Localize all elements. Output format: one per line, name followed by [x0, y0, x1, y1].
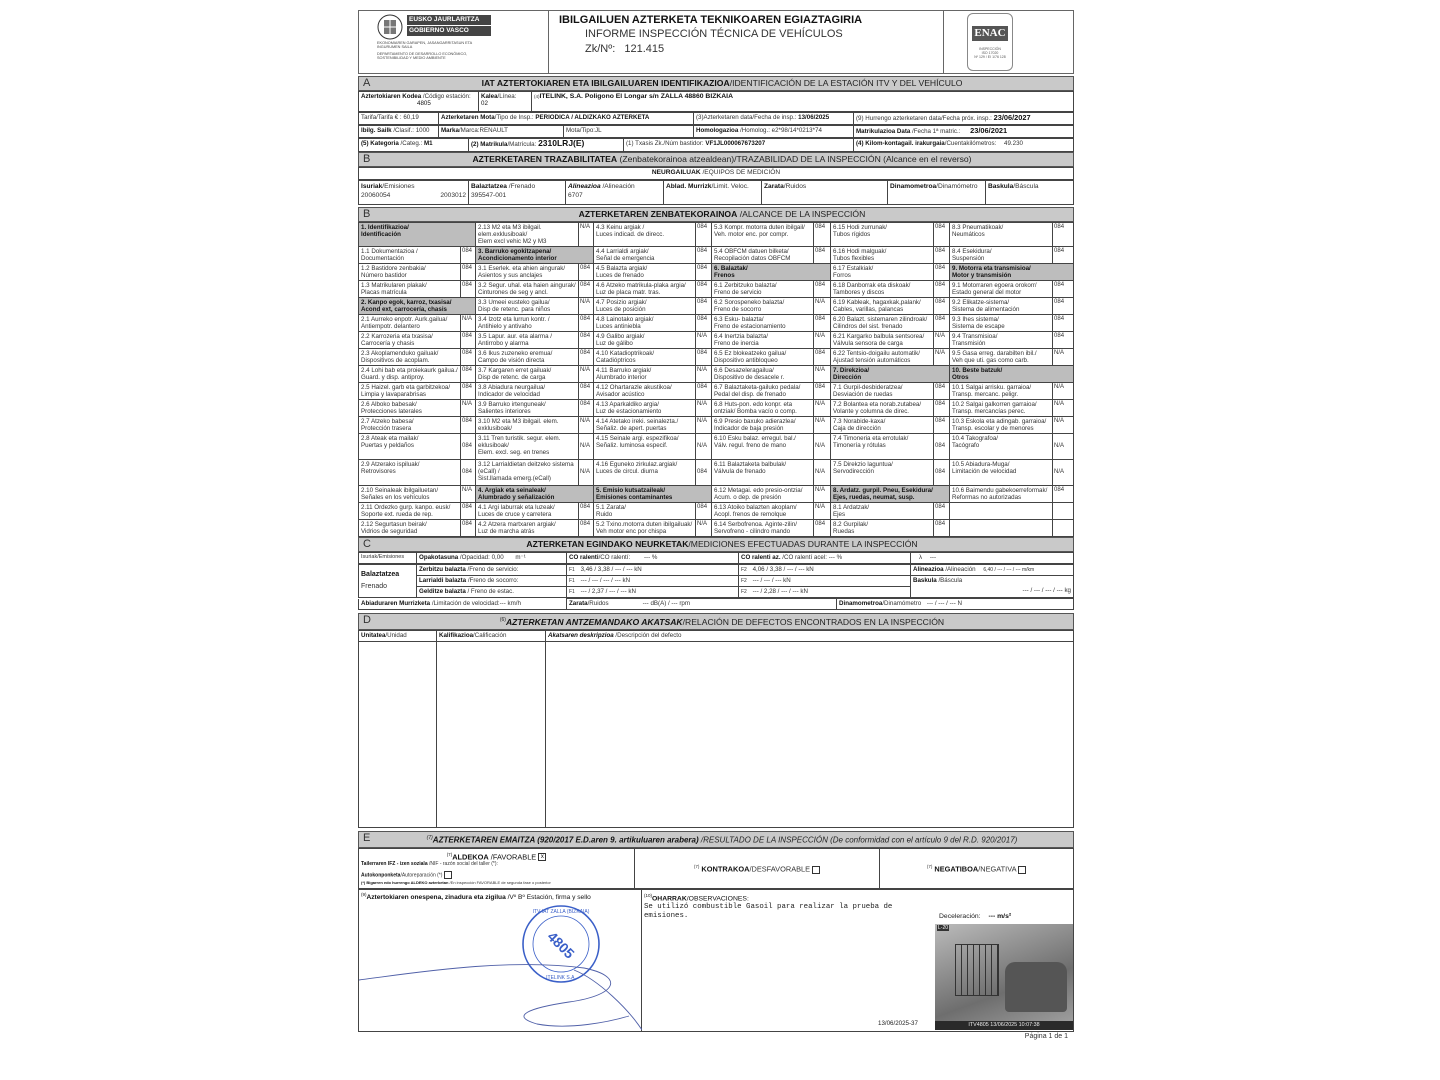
- scope-item-result: 084: [696, 349, 712, 366]
- observations-text: Se utilizó combustible Gasoil para realizar la prueba de emisiones.: [644, 902, 893, 920]
- alignment-cell: Alineazioa /Alineación 6,40 / --- / --- / --- m/km: [911, 565, 1074, 576]
- scope-group-header: 10. Beste batzuk/ Otros: [950, 366, 1074, 383]
- scope-item: 7.1 Gurpil-desbideratzea/ Desviación de ruedas: [831, 383, 934, 400]
- scope-item-result: 084: [934, 434, 950, 460]
- scope-item-result: 084: [814, 383, 831, 400]
- scope-item: 7.5 Direkzio laguntua/ Servodirección: [831, 460, 934, 486]
- lambda-cell: λ ---: [911, 553, 1074, 564]
- scope-item-result: 084: [579, 332, 594, 349]
- negative-checkbox[interactable]: [1018, 866, 1026, 874]
- scope-group-header: 3. Barruko egokitzapena/ Acondicionamento interior: [476, 247, 594, 264]
- scope-item-result: N/A: [814, 400, 831, 417]
- vin-cell: (1) Txasis Zk./Núm bastidor: VF1JL000067673207: [624, 139, 854, 152]
- brake-type: Larrialdi balazta /Freno de socorro:: [417, 576, 567, 587]
- scope-item-result: 084: [696, 503, 712, 520]
- scope-item: 7.4 Timoneria eta errotulak/ Timonería y rótulas: [831, 434, 934, 460]
- scope-item-result: N/A: [934, 332, 950, 349]
- plate-cell: (2) Matrikula/Matrícula: 2310LRJ(E): [469, 139, 624, 152]
- enac-logo: ENAC: [972, 26, 1008, 41]
- col-description: Akatsaren deskripzioa /Descripción del defecto: [546, 630, 1074, 641]
- scope-item-result: 084: [934, 520, 950, 537]
- scope-item: 6.5 Ez blokeatzeko gailua/ Dispositivo antibloqueo: [712, 349, 814, 366]
- scope-item: 6.18 Danborrak eta diskoak/ Tambores y discos: [831, 281, 934, 298]
- category-cell: (5) Kategoria /Categ.: M1: [359, 139, 469, 152]
- brake-f2: F2 --- / 2,28 / --- / --- kN: [739, 587, 911, 598]
- scope-item: 10.5 Abiadura-Muga/ Limitación de velocidad: [950, 460, 1053, 486]
- favorable-cell: $^{(7)}$ALDEKOA /FAVORABLE x Tailerraren IFZ - izen soziala /NIF - razón social del taller (*): Autokonponketa/Autoreparación (*) (*) Bigarren edo hurrengo ALDEKO azterketan /En inspección FAVORABLE de segunda fase o posterior: [359, 848, 635, 888]
- scope-item-result: N/A: [696, 417, 712, 434]
- scope-item-result: N/A: [579, 434, 594, 460]
- scope-item: 4.12 Ohartarazle akustikoa/ Avisador acústico: [594, 383, 696, 400]
- station-code: 4805: [417, 100, 431, 107]
- scope-item: 4.10 Katadioptrikoak/ Catadióptricos: [594, 349, 696, 366]
- scope-item-result: 084: [814, 520, 831, 537]
- brake-f1: F1 3,46 / 3,38 / --- / --- kN: [567, 565, 739, 576]
- scope-item: 3.7 Kargaren erret gailuak/ Disp de retenc. de carga: [476, 366, 579, 383]
- scope-item-result: 084: [461, 247, 476, 264]
- speed-limit-cell: Abiaduraren Murrizketa /Limitación de velocidad:--- km/h: [359, 599, 567, 610]
- scale-cell: Baskula /Báscula --- / --- / --- / --- kg: [911, 576, 1074, 598]
- scope-item-result: N/A: [814, 298, 831, 315]
- scope-item-result: 084: [814, 247, 831, 264]
- inspection-scope-grid: [358, 222, 1074, 537]
- scope-item-result: 084: [934, 247, 950, 264]
- scope-item-result: 084: [461, 383, 476, 400]
- scope-item: 2.9 Atzerako ispiluak/ Retrovisores: [359, 460, 461, 486]
- section-a-bar: A IAT AZTERTOKIAREN ETA IBILGAILUAREN IDENTIFIKAZIOA/IDENTIFICACIÓN DE LA ESTACIÓN ITV Y DEL VEHÍCULO: [358, 76, 1074, 91]
- scope-item-result: N/A: [934, 349, 950, 366]
- emissions-label: Isuriak/Emisiones: [359, 553, 417, 564]
- scope-item: 6.6 Desazeleragailua/ Dispositivo de desacele r.: [712, 366, 814, 383]
- scope-item: 4.4 Larrialdi argiak/ Señal de emergencia: [594, 247, 696, 264]
- scope-item: 1.2 Bastidore zenbakia/ Número bastidor: [359, 264, 461, 281]
- signature: [359, 950, 642, 1030]
- inspection-type-cell: Azterketaren Mota/Tipo de Insp.: PERIODICA / ALDIZKAKO AZTERKETA: [439, 113, 694, 125]
- scope-item: 6.2 Sorospeneko balazta/ Freno de socorro: [712, 298, 814, 315]
- scope-item: 1.3 Matrikularen plakak/ Placas matrícula: [359, 281, 461, 298]
- scope-item: 8.3 Pneumatikoak/ Neumáticos: [950, 223, 1053, 247]
- odometer-cell: (4) Kilom-kontagail. irakurgaia/Cuentakilómetros: 49.230: [854, 139, 1074, 152]
- deceleration: Deceleración: --- m/s²: [939, 912, 1012, 920]
- scope-item-result: 084: [934, 460, 950, 486]
- plate-number: 2310LRJ(E): [538, 138, 585, 148]
- scope-item: 2.2 Karrozeria eta txasisa/ Carrocería y chasis: [359, 332, 461, 349]
- negative-cell: $^{(7)}$ NEGATIBOA/NEGATIVA: [880, 848, 1074, 888]
- scope-item-result: N/A: [814, 503, 831, 520]
- logo-es: GOBIERNO VASCO: [407, 26, 491, 36]
- scope-item-result: 084: [461, 264, 476, 281]
- co-idle-cell: CO ralenti/CO ralentí: --- %: [567, 553, 739, 564]
- scope-item-result: 084: [1053, 281, 1074, 298]
- scope-item: 4.16 Eguneko zirkulaz.argiak/ Luces de circul. diurna: [594, 460, 696, 486]
- scope-item: 4.7 Posizio argiak/ Luces de posición: [594, 298, 696, 315]
- logo-eu: EUSKO JAURLARITZA: [407, 15, 491, 25]
- scope-item: 8.2 Gurpilak/ Ruedas: [831, 520, 934, 537]
- scope-item: 4.9 Galibo argiak/ Luz de gálibo: [594, 332, 696, 349]
- scope-item-result: 084: [814, 349, 831, 366]
- observations-cell: $^{(10)}$OHARRAK/OBSERVACIONES: Se utilizó combustible Gasoil para realizar la prueba de emisiones. Deceleración: --- m/s² L-20 ITV4805 13/06/2025 10:07:38 13/06/2025-37: [642, 889, 1074, 1031]
- scope-item-result: 084: [1053, 315, 1074, 332]
- scope-item: 4.3 Keinu argiak / Luces indicad. de direcc.: [594, 223, 696, 247]
- title-es: INFORME INSPECCIÓN TÉCNICA DE VEHÍCULOS: [585, 28, 843, 40]
- scope-group-header: 7. Direkzioa/ Dirección: [831, 366, 950, 383]
- scope-item: 10.1 Salgai arrisku. garraioa/ Transp. mercanc. peligr.: [950, 383, 1053, 400]
- scope-item: 5.1 Zarata/ Ruido: [594, 503, 696, 520]
- scope-item-result: 084: [934, 223, 950, 247]
- title-eu: IBILGAILUEN AZTERKETA TEKNIKOAREN EGIAZTAGIRIA: [559, 14, 863, 26]
- scope-item: 6.17 Estalkiak/ Forros: [831, 264, 934, 281]
- scope-item: 10.3 Eskola eta adingab. garraioa/ Transp. escolar y de menores: [950, 417, 1053, 434]
- scope-item: 8.4 Esekidura/ Suspensión: [950, 247, 1053, 264]
- scope-item-result: 084: [934, 417, 950, 434]
- scope-item-result: 084: [696, 460, 712, 486]
- defects-table: [358, 630, 1074, 828]
- scope-item-result: N/A: [1053, 383, 1074, 400]
- scope-item-result: 084: [579, 383, 594, 400]
- scope-item: 6.19 Kableak, hagaxkak,palank/ Cables, varillas, palancas: [831, 298, 934, 315]
- scope-item-result: N/A: [696, 434, 712, 460]
- scope-item-result: 084: [461, 434, 476, 460]
- scope-item: 6.1 Zerbitzuko balazta/ Freno de servicio: [712, 281, 814, 298]
- brake-f1: F1 --- / --- / --- / --- kN: [567, 576, 739, 587]
- scope-item: 9.5 Gasa erreg. darabilten ibil./ Veh que uti. gas como carb.: [950, 349, 1053, 366]
- scope-item: 4.1 Argi laburrak eta luzeak/ Luces de cruce y carretera: [476, 503, 579, 520]
- scope-item-result: 084: [934, 281, 950, 298]
- scope-item-result: 084: [934, 503, 950, 520]
- scope-item: [950, 520, 1053, 537]
- line-cell: Kalea/Línea: 02: [479, 92, 532, 112]
- inspection-report: [358, 10, 1074, 1042]
- scope-item-result: N/A: [814, 486, 831, 503]
- scope-item: 4.14 Atetako ireki. seinaleztа./ Señaliz. de apert. puertas: [594, 417, 696, 434]
- scope-item: 3.6 Ikus zuzeneko eremua/ Campo de visión directa: [476, 349, 579, 366]
- scope-item-result: 084: [461, 332, 476, 349]
- station-code-cell: Aztertokiaren Kodea /Código estación: 4805: [359, 92, 479, 112]
- defect-desc-empty: [546, 641, 1074, 827]
- scope-item-result: 084: [461, 520, 476, 537]
- scope-item-result: N/A: [814, 434, 831, 460]
- scope-item: 5.3 Kompr. motorra duten ibilgail/ Veh. motor enc. por compr.: [712, 223, 814, 247]
- defect-unit-empty: [359, 641, 437, 827]
- scope-item-result: 084: [579, 349, 594, 366]
- col-unit: Unitatea/Unidad: [359, 630, 437, 641]
- scope-item: 9.4 Transmisioa/ Transmisión: [950, 332, 1053, 349]
- scope-item: 6.20 Balazt. sistemaren zilindroak/ Cilindros del sist. frenado: [831, 315, 934, 332]
- scope-item-result: 084: [696, 223, 712, 247]
- department-es: DEPARTAMENTO DE DESARROLLO ECONÓMICO, SOSTENIBILIDAD Y MEDIO AMBIENTE: [377, 51, 468, 61]
- scope-item-result: 084: [579, 503, 594, 520]
- equipment-emisiones: Isuriak/Emisiones 20060054 2003012: [359, 181, 469, 205]
- scope-item-result: N/A: [461, 400, 476, 417]
- equipment-title: NEURGAILUAK /EQUIPOS DE MEDICIÓN: [359, 168, 1074, 180]
- registration-date-cell: Matrikulazioa Data /Fecha 1ª matric.: 23/06/2021: [854, 126, 1074, 138]
- scope-item-result: N/A: [1053, 349, 1074, 366]
- scope-item: 7.2 Bolantea eta norab.zutabea/ Volante y columna de direc.: [831, 400, 934, 417]
- scope-item: 9.3 Ihes sistema/ Sistema de escape: [950, 315, 1053, 332]
- scope-group-header: 8. Ardatz. gurpil. Pneu, Esekidura/ Ejes, ruedas, neumat, susp.: [831, 486, 950, 503]
- report-header: [358, 10, 1074, 74]
- scope-item-result: 084: [814, 281, 831, 298]
- scope-item: 9.2 Elikatze-sistema/ Sistema de alimentación: [950, 298, 1053, 315]
- government-logo: [359, 11, 549, 73]
- scope-item-result: 084: [934, 383, 950, 400]
- equipment-alineacin: Alineazioa /Alineación 6707: [566, 181, 664, 205]
- equipment-ruidos: Zarata/Ruidos: [762, 181, 888, 205]
- scope-item: 4.2 Atzera martxaren argiak/ Luz de marcha atrás: [476, 520, 579, 537]
- scope-item: 7.3 Norabide-kaxa/ Caja de dirección: [831, 417, 934, 434]
- scope-item: 2.10 Seinaleak ibilgailuetan/ Señales en los vehículos: [359, 486, 461, 503]
- scope-item-result: 084: [461, 281, 476, 298]
- station-vehicle-identification: [358, 91, 1074, 152]
- signature-cell: $^{(9)}$Aztertokiaren onespena, zinadura eta zigilua /Vº Bº Estación, firma y sello ITV-IAT ZALLA (BIZKAIA) 4805 ITELINK S.A.: [359, 889, 642, 1031]
- scope-item-result: [1053, 503, 1074, 520]
- scope-item-result: N/A: [696, 520, 712, 537]
- scope-item: 4.8 Lainotako argiak/ Luces antiniebla: [594, 315, 696, 332]
- inspection-result: [358, 848, 1074, 1032]
- scope-item-result: N/A: [814, 332, 831, 349]
- scope-item: 2.11 Ordezko gurp. kanpo. eusk/ Soporte ext. rueda de rep.: [359, 503, 461, 520]
- scope-item: 3.4 Izotz eta lurrun kontr. / Antihielo y antivaho: [476, 315, 579, 332]
- section-b-scope-bar: B AZTERKETAREN ZENBATEKORAINOA /ALCANCE DE LA INSPECCIÓN: [358, 207, 1074, 222]
- scope-item-result: N/A: [461, 486, 476, 503]
- scope-item: 2.12 Segurtasun beirak/ Vidrios de seguridad: [359, 520, 461, 537]
- scope-item: 2.7 Atzeko babesa/ Protección trasera: [359, 417, 461, 434]
- scope-item-result: 084: [579, 520, 594, 537]
- scope-item: 6.22 Tentsio-doigailu automatik/ Ajustad tensión automáticos: [831, 349, 934, 366]
- scope-item: 1.1 Dokumentazioa / Documentación: [359, 247, 461, 264]
- col-qualification: Kalifikazioa/Calificación: [437, 630, 546, 641]
- scope-item: 6.16 Hodi malguak/ Tubos flexibles: [831, 247, 934, 264]
- photo-caption: ITV4805 13/06/2025 10:07:38: [935, 1021, 1073, 1030]
- scope-item: 4.13 Aparkaldiko argia/ Luz de estacionamiento: [594, 400, 696, 417]
- scope-item: 6.4 Inertzia balazta/ Freno de inercia: [712, 332, 814, 349]
- scope-item-result: 084: [696, 383, 712, 400]
- report-number-label: Zk/Nº:: [585, 43, 616, 55]
- scope-item-result: N/A: [579, 223, 594, 247]
- scope-item-result: 084: [579, 264, 594, 281]
- self-repair-checkbox[interactable]: [444, 871, 452, 879]
- defect-qual-empty: [437, 641, 546, 827]
- scope-item: 10.6 Baimendu gabekoerreformak/ Reformas no autorizadas: [950, 486, 1053, 503]
- section-c-bar: C AZTERKETAN EGINDAKO NEURKETAK/MEDICIONES EFECTUADAS DURANTE LA INSPECCIÓN: [358, 537, 1074, 552]
- photo-corner-label: L-20: [938, 924, 949, 931]
- scope-item-result: 084: [934, 400, 950, 417]
- scope-item: 6.10 Esku balaz. erregul. bal./ Válv. regul. freno de mano: [712, 434, 814, 460]
- scope-item-result: N/A: [814, 417, 831, 434]
- scope-item-result: 084: [696, 281, 712, 298]
- measurements: [358, 552, 1074, 610]
- section-e-bar: E $^{(7)}$AZTERKETAREN EMAITZA (920/2017 E.D.aren 9. artikuluaren arabera) /RESULTADO DE LA INSPECCIÓN (De conformidad con el artículo 9 del R.D. 920/2017): [358, 831, 1074, 848]
- scope-item-result: 084: [461, 366, 476, 383]
- enac-badge: [967, 13, 1013, 71]
- scope-item-result: 084: [1053, 298, 1074, 315]
- scope-item-result: N/A: [579, 366, 594, 383]
- svg-text:ITV-IAT ZALLA (BIZKAIA): ITV-IAT ZALLA (BIZKAIA): [532, 908, 590, 915]
- scope-item-result: 084: [1053, 247, 1074, 264]
- scope-item: 10.2 Salgai galkorren garraioa/ Transp. mercancías perec.: [950, 400, 1053, 417]
- scope-item-result: 084: [579, 315, 594, 332]
- enac-info: INSPECCIÓN ISO 17020 Nº 129 / EI 1/76 128: [974, 47, 1006, 60]
- scope-item: 3.9 Barruko irtenguneak/ Salientes interiores: [476, 400, 579, 417]
- scope-item-result: 084: [1053, 332, 1074, 349]
- scope-group-header: 1. Identifikazioa/ Identificación: [359, 223, 476, 247]
- scope-group-header: 2. Kanpo egok, karroz, txasisa/ Acond ext, carrocería, chasis: [359, 298, 476, 315]
- scope-item-result: N/A: [1053, 460, 1074, 486]
- scope-item-result: 084: [814, 315, 831, 332]
- scope-item-result: 084: [934, 315, 950, 332]
- scope-item: 4.5 Balazta argiak/ Luces de frenado: [594, 264, 696, 281]
- equipment-limitveloc: Ablad. Murrizk/Limit. Veloc.: [664, 181, 762, 205]
- report-title-block: [549, 11, 944, 73]
- report-number-line: [585, 43, 664, 55]
- scope-item-result: N/A: [696, 366, 712, 383]
- brake-f2: F2 --- / --- / --- kN: [739, 576, 911, 587]
- scope-item-result: N/A: [579, 460, 594, 486]
- scope-item: 6.9 Presio baxuko adierazlea/ Indicador de baja presión: [712, 417, 814, 434]
- scope-item: 6.14 Serbofrenoa. Aginte-zilin/ Servofreno - cilindro mando: [712, 520, 814, 537]
- scope-item-result: N/A: [461, 315, 476, 332]
- brake-type: Zerbitzu balazta /Freno de servicio:: [417, 565, 567, 576]
- brake-f2: F2 4,06 / 3,38 / --- / --- kN: [739, 565, 911, 576]
- scope-item: 4.15 Seinale argi. espezifikoa/ Señaliz. luminosa especif.: [594, 434, 696, 460]
- scope-item-result: 084: [461, 460, 476, 486]
- scope-item: 2.1 Aurreko enpotr. Aurk.gailua/ Antiempotr. delantero: [359, 315, 461, 332]
- scope-item: 6.7 Balaztaketa-gailuko pedala/ Pedal del disp. de frenado: [712, 383, 814, 400]
- scope-item-result: 084: [461, 417, 476, 434]
- scope-item-result: 084: [696, 298, 712, 315]
- brand-cell: Marka/Marca:RENAULT: [439, 126, 564, 138]
- scope-item-result: N/A: [696, 400, 712, 417]
- scope-item: 3.10 M2 eta M3 ibilgail. elem. exklusiboak/: [476, 417, 579, 434]
- inspection-date-cell: (3)Azterketaren data/Fecha de insp.: 13/06/2025: [694, 113, 854, 125]
- dynamometer-cell: Dinamometroa/Dinamómetro --- / --- / --- N: [837, 599, 1074, 610]
- scope-item: 6.15 Hodi zurrunak/ Tubos rígidos: [831, 223, 934, 247]
- braking-label: Balaztatzea Frenado: [359, 565, 417, 598]
- scope-item: 5.2 Txino.motorra duten ibilgailuak/ Veh motor enc por chispa: [594, 520, 696, 537]
- scope-item: 2.3 Akoplamenduko gailuak/ Dispositivos de acoplam.: [359, 349, 461, 366]
- scope-item-result: N/A: [1053, 417, 1074, 434]
- station-address: (4)ITELINK, S.A. Poligono El Longar s/n ZALLA 48860 BIZKAIA: [532, 92, 1074, 112]
- equipment-dinammetro: Dinamometroa/Dinamómetro: [888, 181, 986, 205]
- scope-item: 2.4 Lohi bab eta proiekaurk gailua./ Guard. y disp. antiproy.: [359, 366, 461, 383]
- report-number: 121.415: [624, 43, 665, 55]
- scope-item-result: 084: [579, 400, 594, 417]
- scope-item: 6.12 Metagai. edo presio-ontzia/ Acum. o dep. de presión: [712, 486, 814, 503]
- model-cell: Mota/Tipo:JL: [564, 126, 694, 138]
- measurement-equipment: [358, 167, 1074, 205]
- scope-item-result: N/A: [579, 298, 594, 315]
- department-eu: EKONOMIAREN GARAPEN, JASANGARRITASUN ETA INGURUMEN SAILA: [377, 41, 473, 50]
- equipment-bscula: Baskula/Báscula: [986, 181, 1074, 205]
- scope-item: 3.3 Umeei eusteko gailua/ Disp de retenc. para niños: [476, 298, 579, 315]
- scope-item: 3.8 Abiadura neurgailua/ Indicador de velocidad: [476, 383, 579, 400]
- scope-group-header: 4. Argiak eta seinaleak/ Alumbrado y señalización: [476, 486, 594, 503]
- scope-item: 6.11 Balaztaketa balbulak/ Válvula de frenado: [712, 460, 814, 486]
- scope-item: 3.5 Lapur. aur. eta alarma / Antirrobo y alarma: [476, 332, 579, 349]
- svg-text:ITELINK S.A.: ITELINK S.A.: [546, 974, 576, 981]
- scope-item-result: 084: [934, 264, 950, 281]
- tariff-cell: Tarifa/Tarifa € : 60,19: [359, 113, 439, 125]
- scope-item-result: 084: [461, 503, 476, 520]
- unfavorable-checkbox[interactable]: [812, 866, 820, 874]
- scope-item: 8.1 Ardatzak/ Ejes: [831, 503, 934, 520]
- scope-group-header: 5. Emisio kutsatzaileak/ Emisiones contaminantes: [594, 486, 712, 503]
- scope-item: 4.11 Barruko argiak/ Alumbrado interior: [594, 366, 696, 383]
- scope-group-header: 9. Motorra eta transmisioa/ Motor y transmisión: [950, 264, 1074, 281]
- scope-item-result: 084: [1053, 486, 1074, 503]
- scope-group-header: 6. Balaztak/ Frenos: [712, 264, 831, 281]
- scope-item: 9.1 Motorraren egoera orokorr/ Estado general del motor: [950, 281, 1053, 298]
- scope-item: 2.13 M2 eta M3 ibilgail. elem.exklusiboak/ Elem excl vehic M2 y M3: [476, 223, 579, 247]
- scope-item-result: 084: [934, 298, 950, 315]
- scope-item-result: 084: [696, 247, 712, 264]
- page-number: Página 1 de 1: [1024, 1032, 1068, 1040]
- scope-item: 3.2 Segur. uhal. eta haien aingurak/ Cinturones de seg y ancl.: [476, 281, 579, 298]
- brake-type: Gelditze balazta / Freno de estac.: [417, 587, 567, 598]
- next-inspection-cell: (9) Hurrengo azterketaren data/Fecha próx. insp.: 23/06/2027: [854, 113, 1074, 125]
- scope-item: 10.4 Takografoa/ Tacógrafo: [950, 434, 1053, 460]
- scope-item-result: 084: [1053, 223, 1074, 247]
- coat-of-arms-icon: [377, 14, 403, 40]
- scope-item: 2.8 Ateak eta mailak/ Puertas y peldaños: [359, 434, 461, 460]
- section-b-traceability-bar: B AZTERKETAREN TRAZABILITATEA (Zenbatekorainoa atzealdean)/TRAZABILIDAD DE LA INSPECCIÓN (Alcance en el reverso): [358, 152, 1074, 167]
- scope-item: 3.1 Eserlek. eta ahien aingurak/ Asientos y sus anclajes: [476, 264, 579, 281]
- scope-item: 6.3 Esku- balazta/ Freno de estacionamiento: [712, 315, 814, 332]
- noise-cell: Zarata/Ruidos --- dB(A) / --- rpm: [567, 599, 837, 610]
- scope-item-result: 084: [696, 315, 712, 332]
- scope-item: 6.8 Huts-pon. edo konpr. eta ontziak/ Bomba vacío o comp.: [712, 400, 814, 417]
- co-accel-cell: CO ralenti az. /CO ralentí acel: --- %: [739, 553, 911, 564]
- equipment-frenado: Balaztatzea /Frenado 395547-001: [469, 181, 566, 205]
- homologation-cell: Homologazioa /Homolog.: e2*98/14*0213*74: [694, 126, 854, 138]
- scope-item: 3.12 Larrialdietan deitzeko sistema (eCall) / Sist.llamada emerg.(eCall): [476, 460, 579, 486]
- department-block: [377, 41, 487, 61]
- scope-item-result: N/A: [1053, 400, 1074, 417]
- opacity-cell: Opakotasuna /Opacidad: 0,00 m⁻¹: [417, 553, 567, 564]
- section-d-bar: D $^{(6)}$AZTERKETAN ANTZEMANDAKO AKATSAK/RELACIÓN DE DEFECTOS ENCONTRADOS EN LA INSPECCIÓN: [358, 613, 1074, 630]
- scope-item-result: N/A: [814, 366, 831, 383]
- scope-item-result: 084: [461, 349, 476, 366]
- scope-item: 6.13 Atoiko balazten akoplam/ Acopl. frenos de remolque: [712, 503, 814, 520]
- scope-item: 4.6 Atzeko matrikula-plaka argia/ Luz de placa matr. tras.: [594, 281, 696, 298]
- scope-item-result: 084: [579, 281, 594, 298]
- scope-item-result: N/A: [579, 417, 594, 434]
- inspection-reference: 13/06/2025-37: [878, 1019, 918, 1027]
- brake-f1: F1 --- / 2,37 / --- / --- kN: [567, 587, 739, 598]
- scope-item-result: [1053, 520, 1074, 537]
- svg-text:4805: 4805: [544, 927, 578, 962]
- scope-item-result: N/A: [1053, 434, 1074, 460]
- scope-item: 6.21 Kargarko balbula sentsorea/ Válvula sensora de carga: [831, 332, 934, 349]
- scope-item: [950, 503, 1053, 520]
- scope-item-result: N/A: [814, 460, 831, 486]
- favorable-checkbox[interactable]: x: [538, 853, 546, 861]
- scope-item: 5.4 OBFCM datuen bilketa/ Recopilación datos OBFCM: [712, 247, 814, 264]
- scope-item: 2.5 Haizel. garb eta garbitzekoa/ Limpia y lavaparabrisas: [359, 383, 461, 400]
- scope-item-result: N/A: [696, 332, 712, 349]
- scope-item: 2.6 Alboko babesak/ Protecciones laterales: [359, 400, 461, 417]
- unfavorable-cell: $^{(7)}$ KONTRAKOA/DESFAVORABLE: [635, 848, 880, 888]
- scope-item-result: 084: [814, 223, 831, 247]
- scope-item-result: 084: [696, 264, 712, 281]
- class-cell: Ibilg. Sailk /Clasif.: 1000: [359, 126, 439, 138]
- scope-item: 3.11 Tren turistik. segur. elem. eklusiboak/ Elem. excl. seg. en trenes: [476, 434, 579, 460]
- vehicle-photo: [935, 924, 1073, 1030]
